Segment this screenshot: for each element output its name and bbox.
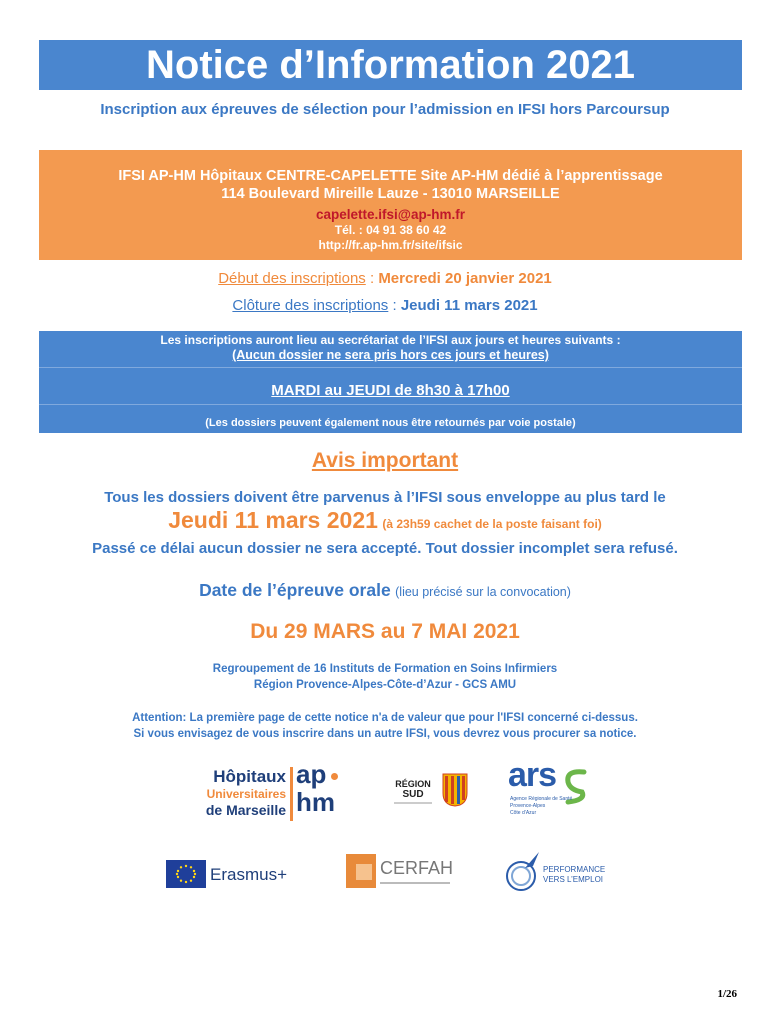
- attention-line1: Attention: La première page de cette notice n'a de valeur que pour l'IFSI concerné ci-dessus.: [132, 712, 638, 724]
- schedule-hours: MARDI au JEUDI de 8h30 à 17h00: [271, 382, 510, 399]
- erasmus-logo: Erasmus+: [166, 860, 306, 892]
- institute-name: IFSI AP-HM Hôpitaux CENTRE-CAPELETTE Site AP-HM dédié à l’apprentissage: [118, 168, 663, 184]
- important-deadline-note: (à 23h59 cachet de la poste faisant foi): [382, 517, 602, 531]
- cerfah-underline-icon: [380, 882, 450, 884]
- ars-logo: ars Agence Régionale de Santé Provence-Alpes Côte d’Azur: [506, 762, 596, 824]
- region-shield-icon: [442, 773, 468, 807]
- oral-note: (lieu précisé sur la convocation): [395, 585, 571, 599]
- region-sud-logo: RÉGION SUD: [388, 767, 478, 827]
- eu-flag-icon: [166, 860, 206, 888]
- page-subtitle: Inscription aux épreuves de sélection pour l’admission en IFSI hors Parcoursup: [100, 101, 670, 118]
- oral-dates: Du 29 MARS au 7 MAI 2021: [250, 620, 520, 643]
- grouping: [0, 661, 770, 693]
- institute-phone: Tél. : 04 91 38 60 42: [334, 223, 447, 237]
- important-line3: Passé ce délai aucun dossier ne sera accepté. Tout dossier incomplet sera refusé.: [92, 540, 678, 557]
- registration-start: [0, 270, 770, 287]
- registration-end-label: Clôture des inscriptions: [232, 297, 389, 314]
- registration-start-date: Mercredi 20 janvier 2021: [378, 270, 552, 287]
- divider: [39, 404, 742, 405]
- institute-email[interactable]: capelette.ifsi@ap-hm.fr: [316, 207, 465, 222]
- attention: [0, 710, 770, 742]
- institute-address: 114 Boulevard Mireille Lauze - 13010 MARSEILLE: [221, 186, 560, 202]
- important-deadline-line: [0, 507, 770, 534]
- institute-website[interactable]: http://fr.ap-hm.fr/site/ifsic: [318, 238, 463, 252]
- performance-circle-icon: [503, 850, 543, 894]
- schedule-box: [39, 331, 742, 433]
- aphm-dot-icon: [331, 773, 338, 780]
- page-number: 1/26: [717, 988, 737, 1000]
- cerfah-logo: CERFAH: [346, 854, 456, 890]
- schedule-postal: (Les dossiers peuvent également nous être retournés par voie postale): [205, 417, 576, 429]
- oral-label: Date de l’épreuve orale: [199, 580, 391, 600]
- important-deadline: Jeudi 11 mars 2021: [168, 507, 378, 533]
- schedule-notice: (Aucun dossier ne sera pris hors ces jours et heures): [232, 348, 549, 362]
- important-heading: Avis important: [311, 449, 459, 472]
- separator: :: [388, 297, 401, 314]
- attention-line2: Si vous envisagez de vous inscrire dans un autre IFSI, vous devrez vous procurer sa notice.: [133, 728, 637, 740]
- registration-start-label: Début des inscriptions: [218, 270, 366, 287]
- important-line1: Tous les dossiers doivent être parvenus à l’IFSI sous enveloppe au plus tard le: [104, 489, 666, 506]
- institute-box: [39, 150, 742, 260]
- grouping-line2: Région Provence-Alpes-Côte-d’Azur - GCS AMU: [253, 679, 517, 691]
- aphm-divider: [290, 767, 293, 821]
- oral-label-line: [0, 580, 770, 601]
- schedule-intro: Les inscriptions auront lieu au secrétariat de l’IFSI aux jours et heures suivants :: [160, 333, 621, 347]
- performance-logo: PERFORMANCE VERS L’EMPLOI: [503, 850, 613, 894]
- divider: [39, 367, 742, 368]
- separator: :: [365, 270, 379, 287]
- region-line-icon: [394, 802, 432, 804]
- registration-end: [0, 297, 770, 314]
- page-title: Notice d’Information 2021: [39, 40, 742, 90]
- grouping-line1: Regroupement de 16 Instituts de Formation en Soins Infirmiers: [212, 663, 558, 675]
- aphm-logo: Hôpitaux Universitaires de Marseille ap hm: [186, 765, 356, 825]
- cerfah-inner-icon: [356, 864, 372, 880]
- registration-end-date: Jeudi 11 mars 2021: [400, 297, 538, 314]
